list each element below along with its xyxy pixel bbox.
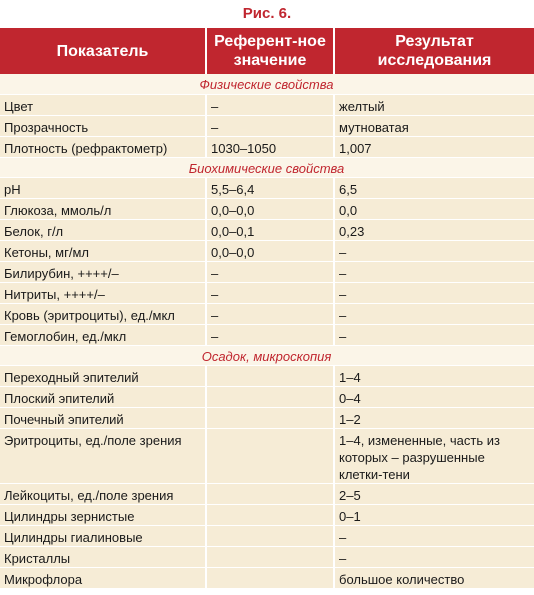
- result-cell: 0–1: [334, 504, 534, 525]
- reference-value-cell: [206, 567, 334, 588]
- indicator-cell: Гемоглобин, ед./мкл: [0, 324, 206, 345]
- header-reference-value: Референт-ное значение: [206, 28, 334, 74]
- table-row: [0, 177, 534, 198]
- reference-value-cell: –: [206, 324, 334, 345]
- result-cell: –: [334, 282, 534, 303]
- reference-value-cell: [206, 365, 334, 386]
- reference-value-cell: 0,0–0,0: [206, 198, 334, 219]
- result-cell: 0,23: [334, 219, 534, 240]
- table-row: [0, 198, 534, 219]
- indicator-cell: Цилиндры гиалиновые: [0, 525, 206, 546]
- indicator-cell: Нитриты, ++++/–: [0, 282, 206, 303]
- result-cell: 0–4: [334, 386, 534, 407]
- table-row: [0, 525, 534, 546]
- result-cell: –: [334, 546, 534, 567]
- indicator-cell: Почечный эпителий: [0, 407, 206, 428]
- table-row: [0, 483, 534, 504]
- indicator-cell: Плоский эпителий: [0, 386, 206, 407]
- table-body: [0, 74, 534, 588]
- result-cell: 6,5: [334, 177, 534, 198]
- section-title: Осадок, микроскопия: [0, 345, 534, 365]
- indicator-cell: pH: [0, 177, 206, 198]
- result-cell: 2–5: [334, 483, 534, 504]
- indicator-cell: Лейкоциты, ед./поле зрения: [0, 483, 206, 504]
- indicator-cell: Кровь (эритроциты), ед./мкл: [0, 303, 206, 324]
- reference-value-cell: –: [206, 303, 334, 324]
- header-indicator: Показатель: [0, 28, 206, 74]
- result-cell: –: [334, 525, 534, 546]
- section-title: Физические свойства: [0, 74, 534, 94]
- result-cell: 1–2: [334, 407, 534, 428]
- header-result: Результат исследования: [334, 28, 534, 74]
- table-row: [0, 407, 534, 428]
- indicator-cell: Переходный эпителий: [0, 365, 206, 386]
- indicator-cell: Цвет: [0, 94, 206, 115]
- result-cell: желтый: [334, 94, 534, 115]
- indicator-cell: Билирубин, ++++/–: [0, 261, 206, 282]
- table-row: [0, 365, 534, 386]
- table-row: [0, 546, 534, 567]
- table-row: [0, 261, 534, 282]
- reference-value-cell: [206, 407, 334, 428]
- figure-caption: Рис. 6.: [242, 5, 292, 22]
- table-row: [0, 136, 534, 157]
- section-header-row: [0, 345, 534, 365]
- result-cell: 1–4, измененные, часть из которых – разрушенные клетки-тени: [334, 428, 534, 483]
- section-title: Биохимические свойства: [0, 157, 534, 177]
- indicator-cell: Микрофлора: [0, 567, 206, 588]
- table-row: [0, 94, 534, 115]
- reference-value-cell: 0,0–0,0: [206, 240, 334, 261]
- result-cell: –: [334, 303, 534, 324]
- table-row: [0, 115, 534, 136]
- table-row: [0, 386, 534, 407]
- table-row: [0, 240, 534, 261]
- indicator-cell: Кристаллы: [0, 546, 206, 567]
- reference-value-cell: [206, 546, 334, 567]
- table-row: [0, 324, 534, 345]
- reference-value-cell: 5,5–6,4: [206, 177, 334, 198]
- indicator-cell: Кетоны, мг/мл: [0, 240, 206, 261]
- result-cell: –: [334, 324, 534, 345]
- indicator-cell: Прозрачность: [0, 115, 206, 136]
- reference-value-cell: –: [206, 282, 334, 303]
- indicator-cell: Плотность (рефрактометр): [0, 136, 206, 157]
- reference-value-cell: [206, 428, 334, 483]
- result-cell: –: [334, 240, 534, 261]
- urinalysis-table: [0, 28, 534, 589]
- reference-value-cell: –: [206, 94, 334, 115]
- result-cell: 1–4: [334, 365, 534, 386]
- indicator-cell: Белок, г/л: [0, 219, 206, 240]
- reference-value-cell: 1030–1050: [206, 136, 334, 157]
- result-cell: большое количество: [334, 567, 534, 588]
- table-row: [0, 428, 534, 483]
- table-row: [0, 567, 534, 588]
- table-row: [0, 282, 534, 303]
- reference-value-cell: [206, 525, 334, 546]
- reference-value-cell: –: [206, 115, 334, 136]
- reference-value-cell: [206, 483, 334, 504]
- section-header-row: [0, 74, 534, 94]
- reference-value-cell: 0,0–0,1: [206, 219, 334, 240]
- reference-value-cell: [206, 386, 334, 407]
- table-row: [0, 303, 534, 324]
- reference-value-cell: [206, 504, 334, 525]
- reference-value-cell: –: [206, 261, 334, 282]
- indicator-cell: Глюкоза, ммоль/л: [0, 198, 206, 219]
- result-cell: мутноватая: [334, 115, 534, 136]
- result-cell: 1,007: [334, 136, 534, 157]
- indicator-cell: Цилиндры зернистые: [0, 504, 206, 525]
- table-row: [0, 504, 534, 525]
- section-header-row: [0, 157, 534, 177]
- result-cell: –: [334, 261, 534, 282]
- result-cell: 0,0: [334, 198, 534, 219]
- indicator-cell: Эритроциты, ед./поле зрения: [0, 428, 206, 483]
- table-header-row: [0, 28, 534, 74]
- table-row: [0, 219, 534, 240]
